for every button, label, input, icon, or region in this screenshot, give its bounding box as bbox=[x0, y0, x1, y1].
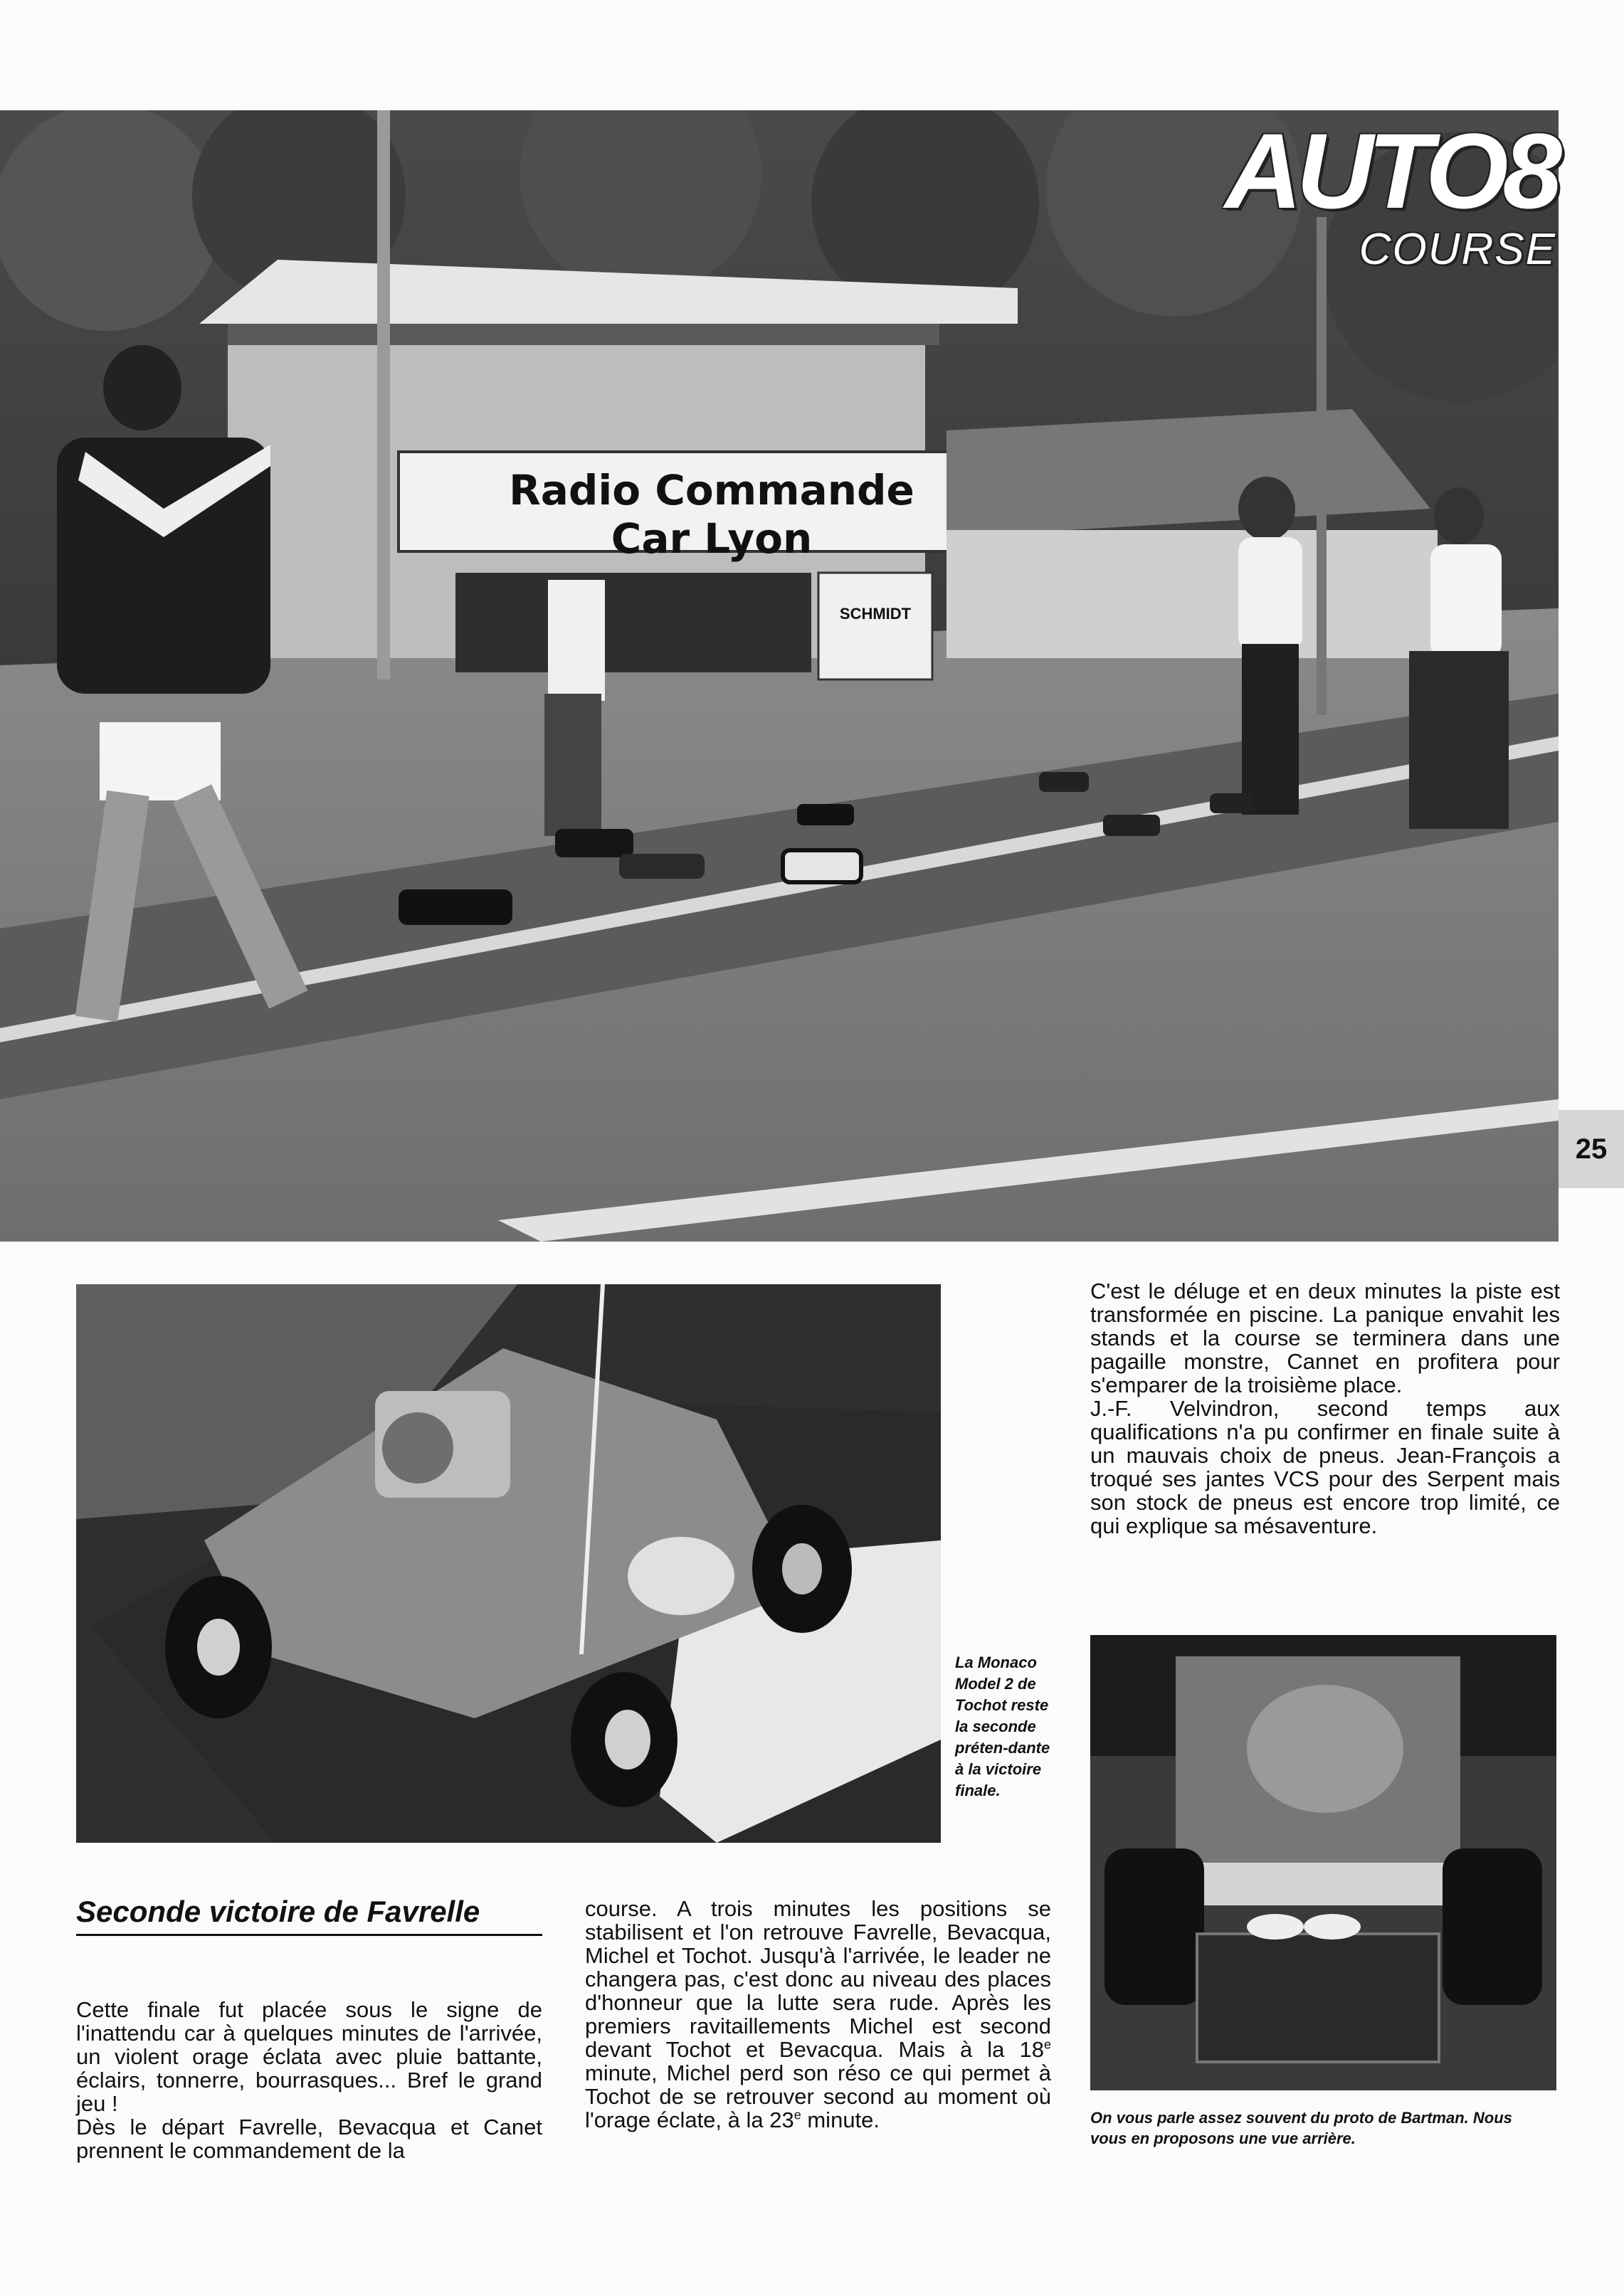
proto-rear-illustration bbox=[1090, 1635, 1556, 2090]
hero-photo bbox=[0, 110, 1559, 1242]
middle-sup-1: e bbox=[1043, 2037, 1051, 2052]
sponsor-sign: SCHMIDT bbox=[839, 605, 912, 623]
middle-sup-2: e bbox=[793, 2107, 801, 2122]
left-paragraph-1: Cette finale fut placée sous le signe de l'inattendu car à quelques minutes de l'arrivée, un violent orage éclata avec pluie battante, éclairs, tonnerre, bourrasques... Bref le grand jeu ! bbox=[76, 1997, 542, 2116]
magazine-logo bbox=[1215, 111, 1556, 277]
middle-text-c: minute. bbox=[801, 2107, 880, 2132]
article-right-column bbox=[1090, 1279, 1560, 1538]
article-middle-column bbox=[585, 1897, 1051, 2132]
logo-section: COURSE bbox=[1359, 225, 1556, 274]
page-number: 25 bbox=[1559, 1110, 1624, 1188]
race-track-illustration bbox=[0, 110, 1559, 1242]
article-heading: Seconde victoire de Favrelle bbox=[76, 1894, 542, 1936]
rc-car-photo bbox=[76, 1284, 941, 1843]
rc-car-illustration bbox=[76, 1284, 941, 1843]
article-left-column bbox=[76, 1998, 542, 2162]
right-paragraph-2: J.-F. Velvindron, second temps aux qualifications n'a pu confirmer en finale suite à un mauvais choix de pneus. Jean-François a troqué ses jantes VCS pour des Serpent mais son stock de pneus est encore trop limité, ce qui explique sa mésaventure. bbox=[1090, 1396, 1560, 1538]
left-paragraph-2: Dès le départ Favrelle, Bevacqua et Canet prennent le commandement de la bbox=[76, 2115, 542, 2163]
right-paragraph-1: C'est le déluge et en deux minutes la piste est transformée en piscine. La panique envahit les stands et la course se terminera dans une pagaille monstre, Cannet en profitera pour s'emparer de la troisième place. bbox=[1090, 1279, 1560, 1397]
photo-caption-below: On vous parle assez souvent du proto de Bartman. Nous vous en proposons une vue arrière. bbox=[1090, 2109, 1512, 2147]
proto-rear-photo bbox=[1090, 1635, 1556, 2090]
banner-radio-commande: Radio Commande Car Lyon bbox=[509, 466, 914, 563]
middle-text-a: course. A trois minutes les positions se stabilisent et l'on retrouve Favrelle, Bevacqua, Michel et Tochot. Jusqu'à l'arrivée, le leader ne changera pas, c'est donc au niveau des places d'honneur que la lutte sera rude. Après les premiers ravitaillements Michel est second devant Tochot et Bevacqua. Mais à la 18 bbox=[585, 1896, 1051, 2062]
logo-title: AUTO8 bbox=[1225, 111, 1556, 231]
middle-text-b: minute, Michel perd son réso ce qui permet à Tochot de se retrouver second au moment où l'orage éclate, à la 23 bbox=[585, 2060, 1051, 2132]
photo-caption-side: La Monaco Model 2 de Tochot reste la seconde préten-dante à la victoire finale. bbox=[955, 1654, 1050, 1799]
